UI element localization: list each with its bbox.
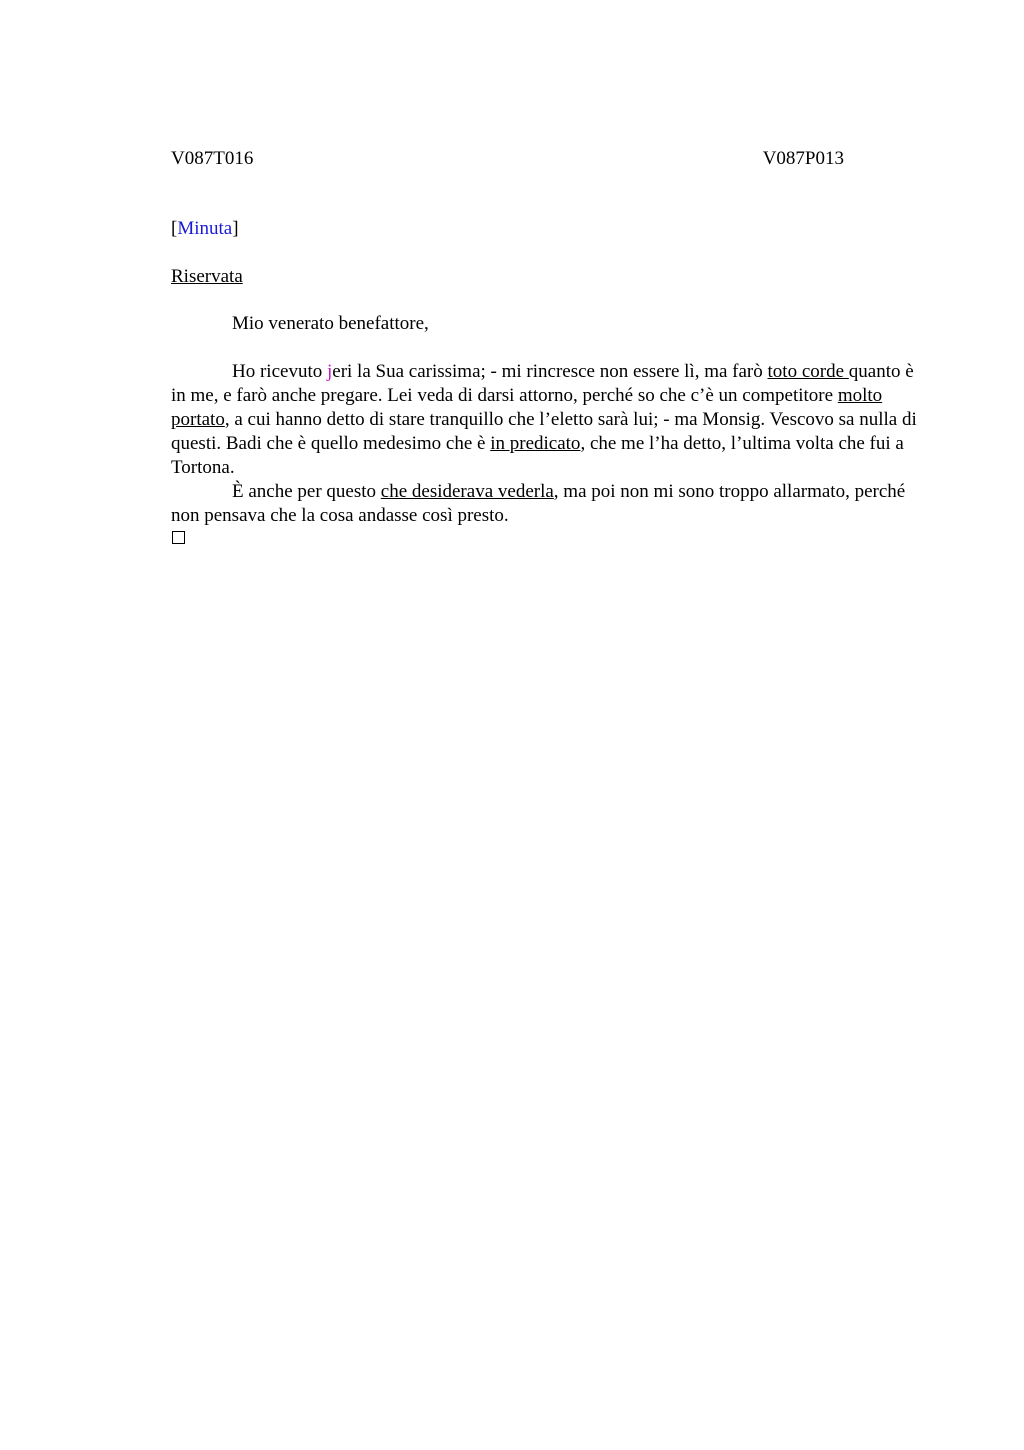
paragraph-1 xyxy=(171,360,931,480)
document-code-left: V087T016 xyxy=(171,148,254,169)
classification-label: Riservata xyxy=(171,266,243,287)
document-code-right: V087P013 xyxy=(762,148,844,169)
underlined-phrase: che desiderava vederla xyxy=(380,481,554,502)
salutation: Mio venerato benefattore, xyxy=(232,313,429,334)
document-codes xyxy=(171,147,844,171)
paragraph-2 xyxy=(171,480,931,528)
draft-note-word: Minuta xyxy=(177,218,233,239)
draft-note xyxy=(171,217,239,241)
highlighted-letter: j xyxy=(326,361,333,382)
text-run: , a cui hanno detto di stare tranquillo che l’eletto sarà lui; - ma Monsig. Vescovo sa nulla di questi. Badi che è quello medesimo che è xyxy=(171,409,917,454)
letter-body xyxy=(171,360,931,528)
close-bracket: ] xyxy=(232,218,239,239)
text-run: , che me l’ha detto, l’ultima volta che fui a Tortona. xyxy=(171,433,904,478)
underlined-phrase: in predicato xyxy=(490,433,581,454)
open-bracket: [ xyxy=(171,218,178,239)
underlined-phrase: molto portato xyxy=(171,385,883,430)
text-run: eri la Sua carissima; - mi rincresce non essere lì, ma farò xyxy=(332,361,768,382)
text-run: Ho ricevuto xyxy=(232,361,327,382)
empty-square-icon xyxy=(172,531,185,544)
text-run: È anche per questo xyxy=(232,481,381,502)
text-run: quanto è in me, e farò anche pregare. Lei veda di darsi attorno, perché so che c’è un competitore xyxy=(171,361,914,406)
underlined-phrase: toto corde xyxy=(767,361,849,382)
text-run: , ma poi non mi sono troppo allarmato, perché non pensava che la cosa andasse così presto. xyxy=(171,481,906,526)
